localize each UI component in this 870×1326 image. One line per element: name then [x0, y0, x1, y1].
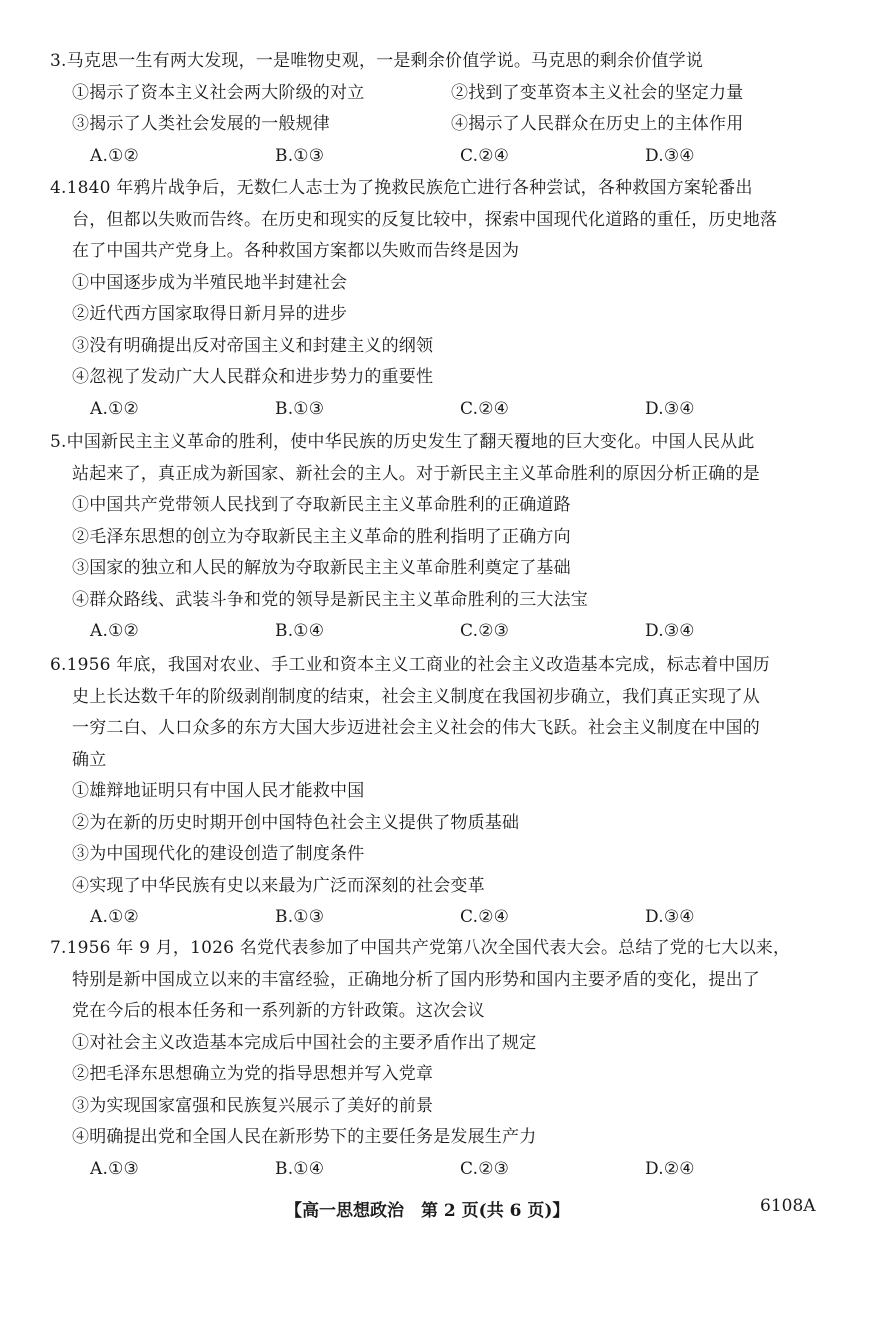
choice-d[interactable]: D.②④ — [645, 1158, 695, 1179]
option-1: ①雄辩地证明只有中国人民才能救中国 — [72, 781, 365, 801]
answer-choices — [50, 616, 830, 648]
question-3 — [50, 46, 830, 172]
question-stem-line: 7.1956 年 9 月，1026 名党代表参加了中国共产党第八次全国代表大会。总结了党的七大以来， — [50, 938, 791, 958]
question-4 — [50, 173, 830, 425]
question-stem-line: 台，但都以失败而告终。在历史和现实的反复比较中，探索中国现代化道路的重任，历史地落 — [72, 209, 778, 230]
choice-a[interactable]: A.①② — [90, 398, 139, 419]
choice-d[interactable]: D.③④ — [645, 398, 695, 419]
question-stem-line: 3.马克思一生有两大发现，一是唯物史观，一是剩余价值学说。马克思的剩余价值学说 — [50, 51, 704, 71]
choice-b[interactable]: B.①③ — [275, 398, 325, 419]
choice-d[interactable]: D.③④ — [645, 621, 695, 641]
question-stem-line: 在了中国共产党身上。各种救国方案都以失败而告终是因为 — [72, 241, 520, 261]
answer-choices — [50, 394, 830, 426]
choice-b[interactable]: B.①③ — [275, 145, 325, 166]
choice-a[interactable]: A.①③ — [90, 1158, 139, 1179]
question-stem-line: 站起来了，真正成为新国家、新社会的主人。对于新民主主义革命胜利的原因分析正确的是 — [72, 463, 760, 484]
page-footer — [0, 1196, 870, 1226]
option-1: ①揭示了资本主义社会两大阶级的对立 — [72, 82, 365, 103]
question-stem-line: 史上长达数千年的阶级剥削制度的结束，社会主义制度在我国初步确立，我们真正实现了从 — [72, 686, 760, 707]
choice-d[interactable]: D.③④ — [645, 145, 695, 166]
option-2: ②把毛泽东思想确立为党的指导思想并写入党章 — [72, 1064, 434, 1084]
choice-c[interactable]: C.②④ — [460, 145, 510, 166]
question-stem-line: 6.1956 年底，我国对农业、手工业和资本主义工商业的社会主义改造基本完成，标志着中国历 — [50, 655, 770, 675]
option-1: ①对社会主义改造基本完成后中国社会的主要矛盾作出了规定 — [72, 1032, 537, 1053]
option-row — [50, 109, 830, 141]
choice-a[interactable]: A.①② — [90, 621, 139, 641]
question-stem-line: 5.中国新民主主义革命的胜利，使中华民族的历史发生了翻天覆地的巨大变化。中国人民从此 — [50, 432, 755, 452]
answer-choices — [50, 902, 830, 934]
answer-choices — [50, 141, 830, 173]
question-6 — [50, 650, 830, 934]
option-2: ②毛泽东思想的创立为夺取新民主主义革命的胜利指明了正确方向 — [72, 526, 571, 547]
question-stem-line: 确立 — [72, 749, 107, 770]
option-4: ④群众路线、武装斗争和党的领导是新民主主义革命胜利的三大法宝 — [72, 589, 588, 610]
option-1: ①中国逐步成为半殖民地半封建社会 — [72, 272, 348, 293]
answer-choices — [50, 1154, 830, 1186]
option-2: ②为在新的历史时期开创中国特色社会主义提供了物质基础 — [72, 812, 520, 833]
option-3: ③为实现国家富强和民族复兴展示了美好的前景 — [72, 1095, 434, 1116]
choice-c[interactable]: C.②③ — [460, 1158, 510, 1179]
question-7 — [50, 933, 830, 1185]
choice-c[interactable]: C.②④ — [460, 398, 510, 419]
choice-a[interactable]: A.①② — [90, 145, 139, 166]
choice-b[interactable]: B.①④ — [275, 1158, 325, 1179]
question-stem-line: 一穷二白、人口众多的东方大国大步迈进社会主义社会的伟大飞跃。社会主义制度在中国的 — [72, 718, 760, 738]
choice-c[interactable]: C.②③ — [460, 621, 510, 641]
option-4: ④揭示了人民群众在历史上的主体作用 — [451, 114, 744, 134]
option-2: ②近代西方国家取得日新月异的进步 — [72, 304, 348, 324]
choice-b[interactable]: B.①③ — [275, 907, 325, 927]
option-4: ④实现了中华民族有史以来最为广泛而深刻的社会变革 — [72, 875, 485, 896]
option-2: ②找到了变革资本主义社会的坚定力量 — [451, 82, 744, 103]
question-stem-line: 特别是新中国成立以来的丰富经验，正确地分析了国内形势和国内主要矛盾的变化，提出了 — [72, 969, 760, 990]
question-stem-line: 4.1840 年鸦片战争后，无数仁人志士为了挽救民族危亡进行各种尝试，各种救国方案轮番出 — [50, 178, 753, 198]
option-4: ④明确提出党和全国人民在新形势下的主要任务是发展生产力 — [72, 1127, 537, 1147]
question-5 — [50, 427, 830, 648]
choice-a[interactable]: A.①② — [90, 907, 139, 927]
choice-b[interactable]: B.①④ — [275, 621, 325, 641]
footer-page-info: 【高一思想政治 第 2 页(共 6 页)】 — [285, 1201, 570, 1221]
option-3: ③揭示了人类社会发展的一般规律 — [72, 114, 330, 134]
choice-c[interactable]: C.②④ — [460, 907, 510, 927]
option-row — [50, 78, 830, 110]
option-4: ④忽视了发动广大人民群众和进步势力的重要性 — [72, 367, 434, 387]
option-1: ①中国共产党带领人民找到了夺取新民主主义革命胜利的正确道路 — [72, 495, 571, 515]
choice-d[interactable]: D.③④ — [645, 907, 695, 927]
option-3: ③国家的独立和人民的解放为夺取新民主主义革命胜利奠定了基础 — [72, 558, 571, 578]
option-3: ③没有明确提出反对帝国主义和封建主义的纲领 — [72, 335, 434, 356]
option-3: ③为中国现代化的建设创造了制度条件 — [72, 844, 365, 864]
question-stem-line: 党在今后的根本任务和一系列新的方针政策。这次会议 — [72, 1001, 485, 1021]
footer-exam-code: 6108A — [760, 1196, 816, 1216]
